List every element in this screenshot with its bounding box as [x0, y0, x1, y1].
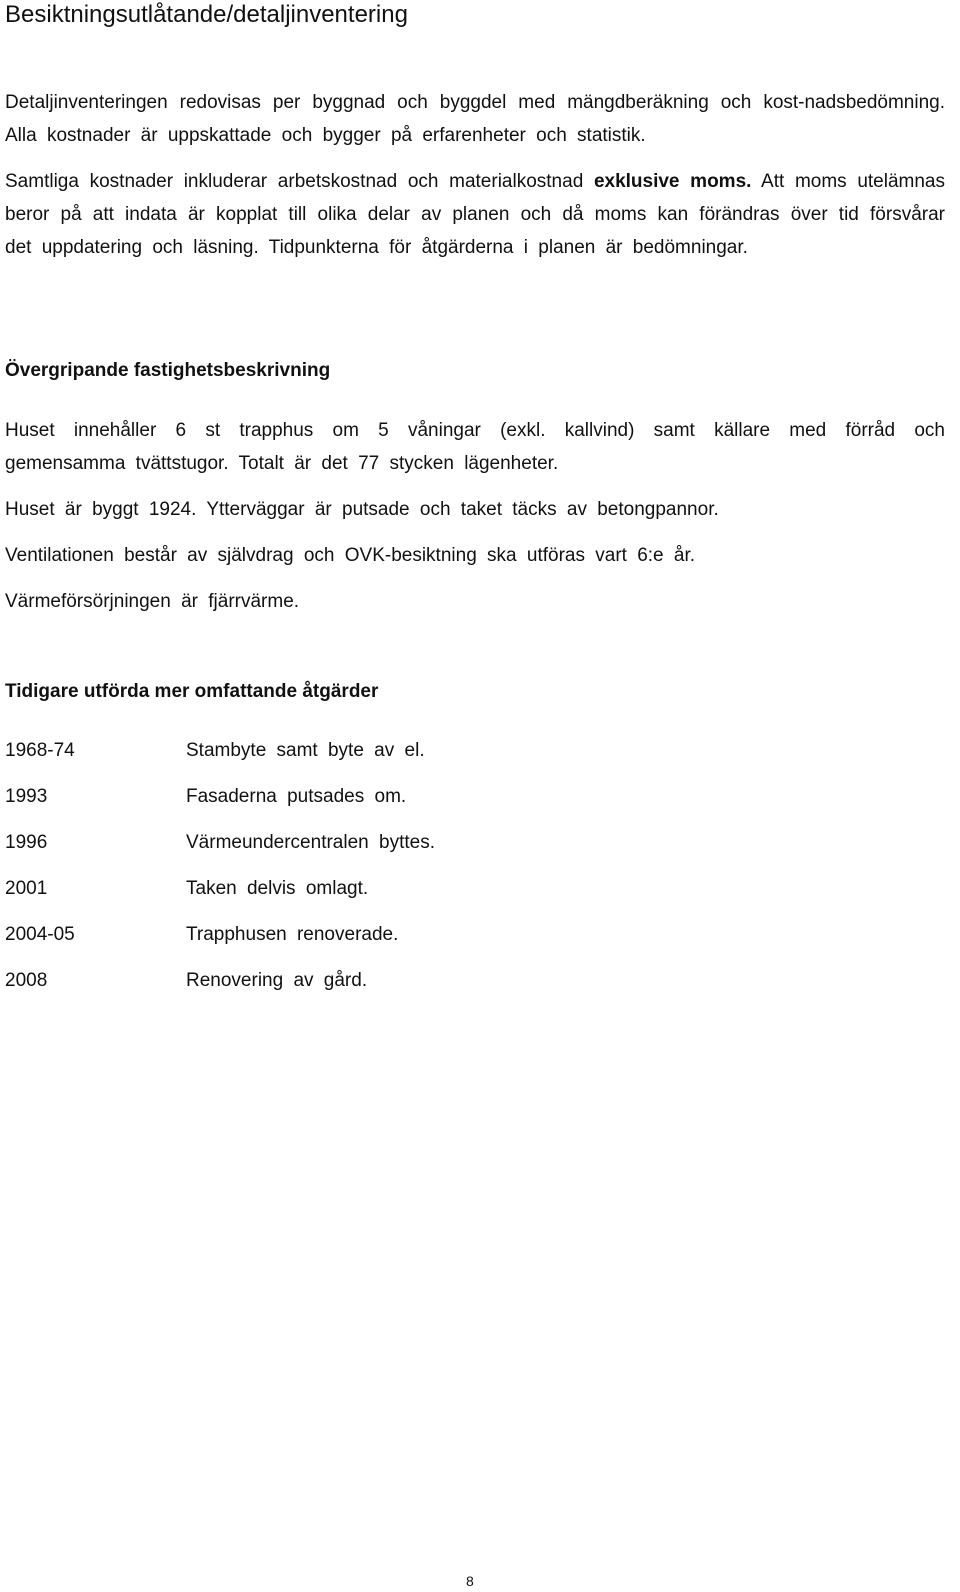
history-year: 1996	[5, 832, 48, 853]
history-year: 1968-74	[5, 740, 75, 761]
history-description: Taken delvis omlagt.	[186, 878, 369, 899]
page-number: 8	[466, 1573, 474, 1589]
history-year: 2008	[5, 970, 48, 991]
history-row	[5, 828, 705, 858]
property-build-year-line: Huset är byggt 1924. Ytterväggar är putsade och taket täcks av betongpannor.	[5, 499, 719, 520]
vat-text-lead: Samtliga kostnader inkluderar arbetskostnad och materialkostnad	[5, 171, 594, 192]
vat-emphasis: exklusive moms.	[593, 171, 752, 192]
property-heating-line: Värmeförsörjningen är fjärrvärme.	[5, 591, 300, 612]
document-title: Besiktningsutlåtande/detaljinventering	[5, 1, 408, 28]
history-description: Värmeundercentralen byttes.	[186, 832, 435, 853]
property-ventilation-line: Ventilationen består av självdrag och OVK-besiktning ska utföras vart 6:e år.	[5, 545, 696, 566]
intro-paragraph-vat	[5, 165, 945, 264]
history-row	[5, 966, 705, 996]
history-row	[5, 782, 705, 812]
property-description-paragraph: Huset innehåller 6 st trapphus om 5 våningar (exkl. kallvind) samt källare med förråd och gemensamma tvättstugor. Totalt är det 77 stycken lägenheter.	[5, 420, 945, 474]
previous-measures-heading: Tidigare utförda mer omfattande åtgärder	[5, 681, 379, 702]
history-row	[5, 736, 705, 766]
history-year: 2004-05	[5, 924, 75, 945]
intro-paragraph-costs: Detaljinventeringen redovisas per byggnad och byggdel med mängdberäkning och kost-nadsbedömning. Alla kostnader är uppskattade och bygger på erfarenheter och statistik.	[5, 92, 945, 146]
history-description: Stambyte samt byte av el.	[186, 740, 425, 761]
history-row	[5, 920, 705, 950]
history-description: Fasaderna putsades om.	[186, 786, 407, 807]
history-year: 1993	[5, 786, 48, 807]
history-year: 2001	[5, 878, 48, 899]
vat-text-rest: Att moms utelämnas beror på att indata är kopplat till olika delar av planen och då moms kan förändras över tid försvårar det uppdatering och läsning. Tidpunkterna för åtgärderna i planen är bedömningar.	[5, 171, 945, 258]
history-description: Trapphusen renoverade.	[186, 924, 399, 945]
history-description: Renovering av gård.	[186, 970, 368, 991]
history-row	[5, 874, 705, 904]
property-description-heading: Övergripande fastighetsbeskrivning	[5, 360, 331, 381]
